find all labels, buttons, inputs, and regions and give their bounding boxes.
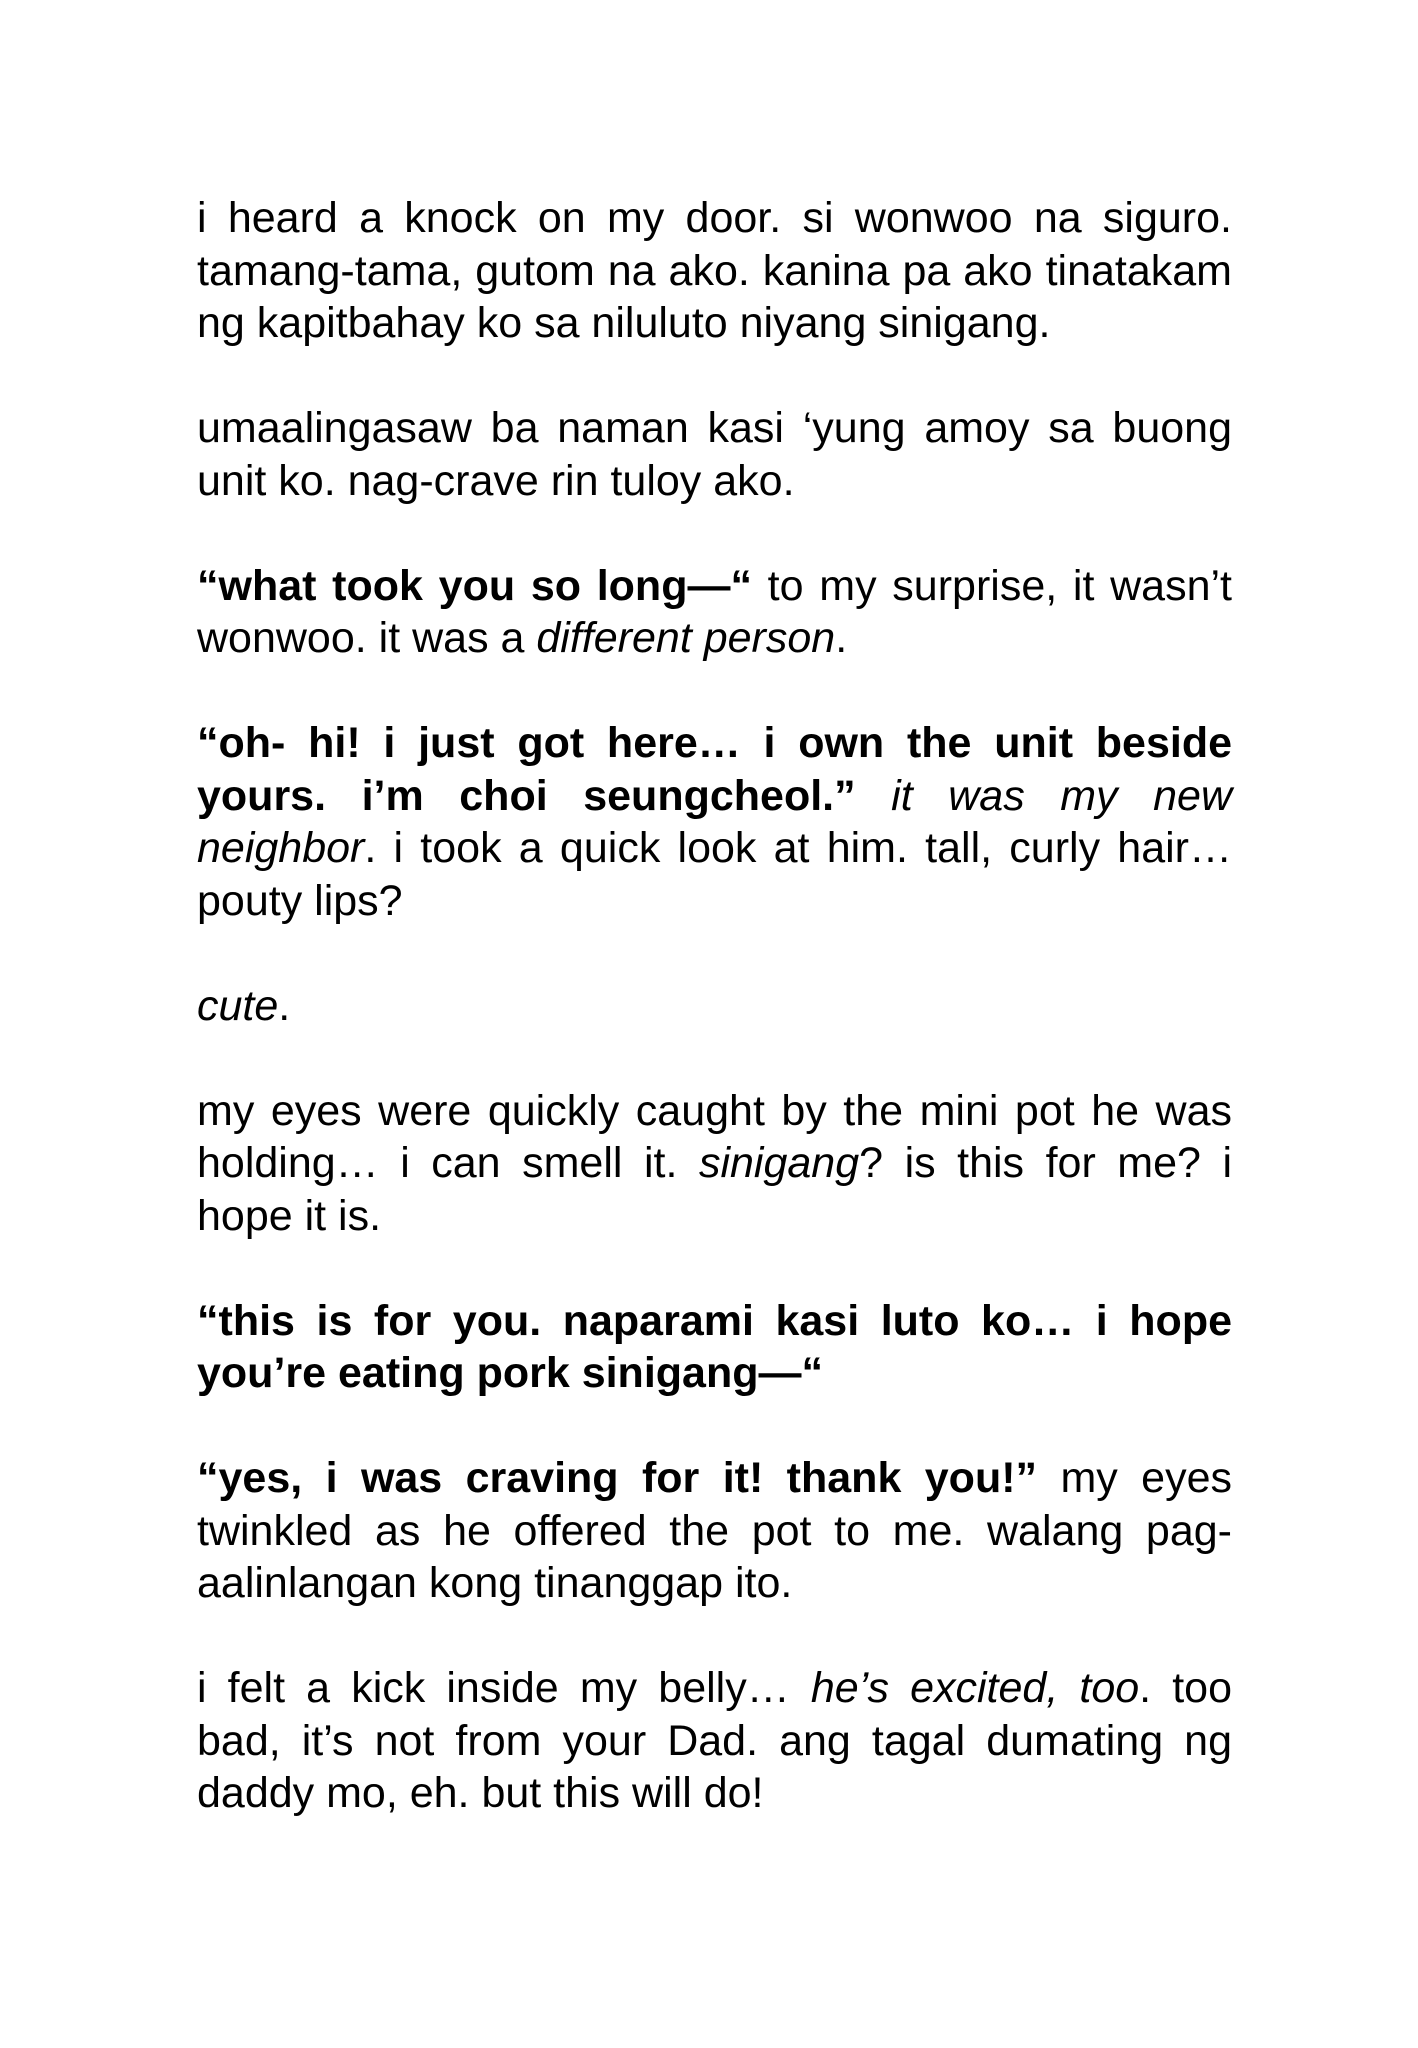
- text-run: my eyes twinkled as he offered the pot to me. walang pag-aalinlangan kong tinanggap ito.: [197, 1454, 1232, 1607]
- emphasis-italic: it was my new neighbor: [197, 771, 1232, 872]
- paragraph-1: [197, 192, 1232, 350]
- dialogue-bold: “yes, i was craving for it! thank you!”: [197, 1454, 1038, 1502]
- text-run: .: [278, 981, 291, 1030]
- text-run: umaalingasaw ba naman kasi ‘yung amoy sa buong unit ko. nag-crave rin tuloy ako.: [197, 404, 1232, 505]
- paragraph-2: [197, 402, 1232, 507]
- text-run: [856, 772, 892, 820]
- paragraph-8: [197, 1452, 1232, 1610]
- paragraph-3: [197, 560, 1232, 665]
- text-run: . i took a quick look at him. tall, curly hair… pouty lips?: [197, 824, 1232, 925]
- dialogue-bold: “this is for you. naparami kasi luto ko… i hope you’re eating pork sinigang—“: [197, 1296, 1232, 1397]
- text-run: .: [835, 614, 848, 662]
- text-run: to my surprise, it wasn’t wonwoo. it was a: [197, 561, 1233, 662]
- text-run: i felt a kick inside my belly…: [197, 1664, 811, 1712]
- emphasis-italic: sinigang: [698, 1139, 860, 1187]
- paragraph-5: [197, 980, 1232, 1033]
- dialogue-bold: “oh- hi! i just got here… i own the unit beside yours. i’m choi seungcheol.”: [197, 719, 1232, 820]
- emphasis-italic: different person: [536, 614, 836, 662]
- text-run: ? is this for me? i hope it is.: [197, 1139, 1232, 1240]
- text-run: my eyes were quickly caught by the mini pot he was holding… i can smell it.: [197, 1086, 1232, 1187]
- paragraph-9: [197, 1662, 1232, 1820]
- text-run: . too bad, it’s not from your Dad. ang tagal dumating ng daddy mo, eh. but this will do!: [197, 1664, 1232, 1817]
- paragraph-4: [197, 717, 1232, 927]
- dialogue-bold: “what took you so long—“: [197, 561, 752, 610]
- text-run: i heard a knock on my door. si wonwoo na siguro. tamang-tama, gutom na ako. kanina pa ako tinatakam ng kapitbahay ko sa niluluto niyang sinigang.: [197, 194, 1232, 347]
- story-text: [197, 192, 1232, 1820]
- paragraph-6: [197, 1085, 1232, 1243]
- emphasis-italic: cute: [197, 981, 279, 1030]
- paragraph-7: [197, 1295, 1232, 1400]
- emphasis-italic: he’s excited, too: [810, 1664, 1140, 1712]
